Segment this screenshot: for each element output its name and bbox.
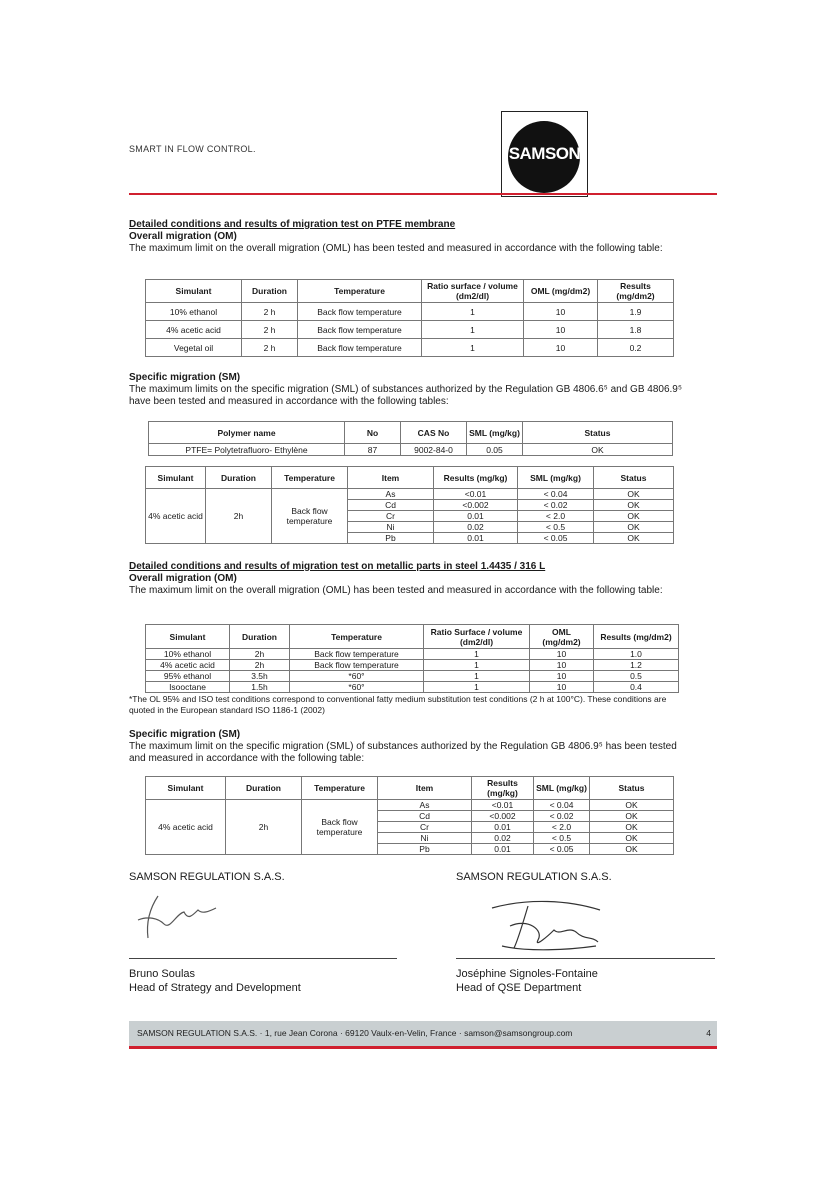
col-status: Status: [590, 777, 674, 800]
steel-om-heading: Overall migration (OM): [129, 573, 237, 584]
cell: Back flow temperature: [290, 660, 424, 671]
steel-sm-table: [145, 776, 674, 855]
col-results: Results (mg/dm2): [598, 280, 674, 303]
cell: <0.01: [472, 800, 534, 811]
cell-duration: 2h: [226, 800, 302, 855]
cell: OK: [594, 500, 674, 511]
cell: 1.8: [598, 321, 674, 339]
right-signatory: [456, 967, 598, 995]
col-sml: SML (mg/kg): [467, 422, 523, 444]
cell: < 0.05: [534, 844, 590, 855]
cell: Cr: [348, 511, 434, 522]
col-duration: Duration: [226, 777, 302, 800]
table-row: [146, 800, 674, 811]
cell: Cd: [378, 811, 472, 822]
cell: As: [348, 489, 434, 500]
footer-rule: [129, 1046, 717, 1049]
steel-intro: [129, 561, 689, 597]
col-simulant: Simulant: [146, 777, 226, 800]
cell: OK: [590, 833, 674, 844]
left-signature-icon: [128, 890, 224, 952]
right-signatory-role: Head of QSE Department: [456, 982, 582, 994]
cell: 4% acetic acid: [146, 321, 242, 339]
steel-title: Detailed conditions and results of migration test on metallic parts in steel 1.4435 / 316 L: [129, 561, 546, 572]
cell: OK: [590, 844, 674, 855]
ptfe-title: Detailed conditions and results of migration test on PTFE membrane: [129, 219, 456, 230]
col-duration: Duration: [242, 280, 298, 303]
cell: Cd: [348, 500, 434, 511]
ptfe-polymer-table: [148, 421, 673, 456]
col-simulant: Simulant: [146, 467, 206, 489]
cell: 10% ethanol: [146, 303, 242, 321]
col-item: Item: [348, 467, 434, 489]
steel-sm-heading: Specific migration (SM): [129, 729, 241, 740]
col-oml: OML (mg/dm2): [530, 625, 594, 649]
table-row: [149, 444, 673, 456]
cell: *60°: [290, 682, 424, 693]
table-header-row: [146, 625, 679, 649]
cell: Back flow temperature: [298, 303, 422, 321]
cell: 10: [524, 303, 598, 321]
cell: OK: [594, 489, 674, 500]
cell: OK: [590, 822, 674, 833]
table-row: [146, 339, 674, 357]
cell: 10: [530, 649, 594, 660]
cell: Vegetal oil: [146, 339, 242, 357]
table-header-row: [146, 777, 674, 800]
left-signatory: [129, 967, 301, 995]
steel-om-note: *The OL 95% and ISO test conditions correspond to conventional fatty medium substitution test conditions (2 h at 100°C). These conditions are quoted in the European standard ISO 1186-1 (2002): [129, 694, 667, 715]
steel-sm-intro: [129, 729, 689, 765]
cell: 0.4: [594, 682, 679, 693]
cell: *60°: [290, 671, 424, 682]
cell: 10: [524, 339, 598, 357]
cell: PTFE= Polytetrafluoro- Ethylène: [149, 444, 345, 456]
right-signature-company: SAMSON REGULATION S.A.S.: [456, 871, 612, 883]
cell: 1: [424, 660, 530, 671]
cell: 10: [530, 671, 594, 682]
table-row: [146, 649, 679, 660]
col-status: Status: [523, 422, 673, 444]
table-header-row: [149, 422, 673, 444]
cell: 2 h: [242, 339, 298, 357]
table-row: [146, 682, 679, 693]
col-oml: OML (mg/dm2): [524, 280, 598, 303]
cell: 1: [424, 671, 530, 682]
cell: 1.2: [594, 660, 679, 671]
col-temperature: Temperature: [302, 777, 378, 800]
steel-sm-text: The maximum limit on the specific migration (SML) of substances authorized by the Regulation GB 4806.9⁵ has been tested and measured in accordance with the following table:: [129, 741, 677, 764]
cell: 0.05: [467, 444, 523, 456]
cell: 1.5h: [230, 682, 290, 693]
ptfe-sm-heading: Specific migration (SM): [129, 372, 241, 383]
cell: 10: [530, 660, 594, 671]
ptfe-om-heading: Overall migration (OM): [129, 231, 237, 242]
col-simulant: Simulant: [146, 280, 242, 303]
cell: < 0.5: [534, 833, 590, 844]
cell-temperature: Back flow temperature: [302, 800, 378, 855]
cell: 4% acetic acid: [146, 660, 230, 671]
steel-om-text: The maximum limit on the overall migration (OML) has been tested and measured in accordance with the following table:: [129, 585, 663, 596]
cell: 2 h: [242, 321, 298, 339]
cell: 10: [530, 682, 594, 693]
right-signature-icon: [488, 896, 604, 954]
table-header-row: [146, 280, 674, 303]
col-no: No: [345, 422, 401, 444]
cell: 0.01: [472, 844, 534, 855]
cell: 0.01: [434, 533, 518, 544]
footer-address: SAMSON REGULATION S.A.S. · 1, rue Jean Corona · 69120 Vaulx-en-Velin, France · samson@samsongroup.com: [137, 1028, 573, 1038]
cell: Back flow temperature: [298, 321, 422, 339]
cell: OK: [590, 811, 674, 822]
col-temperature: Temperature: [290, 625, 424, 649]
col-temperature: Temperature: [298, 280, 422, 303]
cell-simulant: 4% acetic acid: [146, 800, 226, 855]
cell: 1: [422, 339, 524, 357]
cell: < 2.0: [534, 822, 590, 833]
cell: <0.002: [434, 500, 518, 511]
table-row: [146, 303, 674, 321]
right-signatory-name: Joséphine Signoles-Fontaine: [456, 968, 598, 980]
col-results: Results (mg/kg): [434, 467, 518, 489]
col-polymer-name: Polymer name: [149, 422, 345, 444]
left-signatory-name: Bruno Soulas: [129, 968, 196, 980]
cell: OK: [594, 522, 674, 533]
ptfe-sm-text: The maximum limits on the specific migration (SML) of substances authorized by the Regulation GB 4806.6⁵ and GB 4806.9⁵ have been tested and measured in accordance with the following tables:: [129, 384, 683, 407]
col-results: Results (mg/kg): [472, 777, 534, 800]
cell: 1.0: [594, 649, 679, 660]
cell: 9002-84-0: [401, 444, 467, 456]
cell: < 2.0: [518, 511, 594, 522]
col-status: Status: [594, 467, 674, 489]
col-cas-no: CAS No: [401, 422, 467, 444]
cell: 2h: [230, 649, 290, 660]
footer-bar: [129, 1021, 717, 1046]
cell: 87: [345, 444, 401, 456]
cell: OK: [590, 800, 674, 811]
cell: 95% ethanol: [146, 671, 230, 682]
cell-simulant: 4% acetic acid: [146, 489, 206, 544]
cell: As: [378, 800, 472, 811]
left-signature-line: [129, 958, 397, 959]
cell: 0.2: [598, 339, 674, 357]
left-signatory-role: Head of Strategy and Development: [129, 982, 301, 994]
cell: 1: [424, 682, 530, 693]
cell: OK: [523, 444, 673, 456]
cell-duration: 2h: [206, 489, 272, 544]
ptfe-om-text: The maximum limit on the overall migration (OML) has been tested and measured in accordance with the following table:: [129, 243, 663, 254]
steel-om-table: [145, 624, 679, 693]
cell: Ni: [378, 833, 472, 844]
cell: < 0.02: [534, 811, 590, 822]
cell: 3.5h: [230, 671, 290, 682]
table-row: [146, 660, 679, 671]
col-results: Results (mg/dm2): [594, 625, 679, 649]
col-simulant: Simulant: [146, 625, 230, 649]
cell: 0.5: [594, 671, 679, 682]
ptfe-om-table: [145, 279, 674, 357]
col-duration: Duration: [230, 625, 290, 649]
col-ratio: Ratio Surface / volume (dm2/dl): [424, 625, 530, 649]
cell: Ni: [348, 522, 434, 533]
cell-temperature: Back flow temperature: [272, 489, 348, 544]
cell: Back flow temperature: [290, 649, 424, 660]
cell: 0.01: [434, 511, 518, 522]
table-row: [146, 321, 674, 339]
cell: <0.01: [434, 489, 518, 500]
col-duration: Duration: [206, 467, 272, 489]
cell: 10% ethanol: [146, 649, 230, 660]
cell: 1: [422, 321, 524, 339]
cell: Cr: [378, 822, 472, 833]
header-rule: [129, 193, 717, 195]
col-temperature: Temperature: [272, 467, 348, 489]
col-sml: SML (mg/kg): [518, 467, 594, 489]
cell: 1: [422, 303, 524, 321]
cell: 0.01: [472, 822, 534, 833]
col-item: Item: [378, 777, 472, 800]
cell: 0.02: [434, 522, 518, 533]
cell: Pb: [378, 844, 472, 855]
ptfe-intro: [129, 219, 689, 255]
cell: Isooctane: [146, 682, 230, 693]
cell: 0.02: [472, 833, 534, 844]
samson-logo: [501, 111, 588, 197]
ptfe-sm-intro: [129, 372, 689, 408]
table-row: [146, 671, 679, 682]
logo-text: SAMSON: [508, 144, 581, 163]
cell: OK: [594, 511, 674, 522]
table-row: [146, 489, 674, 500]
page-number: 4: [706, 1028, 711, 1038]
right-signature-line: [456, 958, 715, 959]
tagline: SMART IN FLOW CONTROL.: [129, 144, 256, 154]
cell: 2h: [230, 660, 290, 671]
col-ratio: Ratio surface / volume (dm2/dl): [422, 280, 524, 303]
cell: < 0.02: [518, 500, 594, 511]
ptfe-sm-table: [145, 466, 674, 544]
cell: 2 h: [242, 303, 298, 321]
cell: < 0.04: [518, 489, 594, 500]
cell: 1: [424, 649, 530, 660]
cell: OK: [594, 533, 674, 544]
cell: 1.9: [598, 303, 674, 321]
cell: < 0.05: [518, 533, 594, 544]
cell: <0.002: [472, 811, 534, 822]
cell: Pb: [348, 533, 434, 544]
cell: < 0.04: [534, 800, 590, 811]
cell: < 0.5: [518, 522, 594, 533]
left-signature-company: SAMSON REGULATION S.A.S.: [129, 871, 285, 883]
cell: 10: [524, 321, 598, 339]
cell: Back flow temperature: [298, 339, 422, 357]
col-sml: SML (mg/kg): [534, 777, 590, 800]
table-header-row: [146, 467, 674, 489]
